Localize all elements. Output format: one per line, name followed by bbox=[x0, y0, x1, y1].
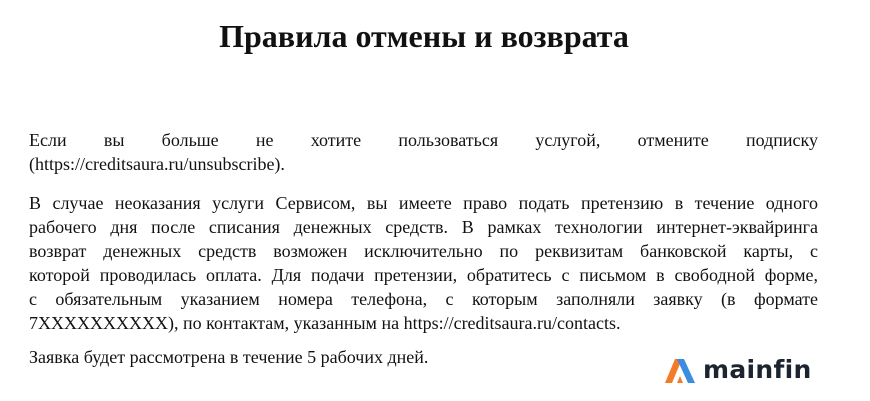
text-line: рабочего дня после списания денежных средств. В рамках технологии интернет-эквайринга bbox=[29, 217, 818, 237]
mainfin-logo bbox=[665, 355, 812, 384]
page-title: Правила отмены и возврата bbox=[219, 18, 629, 54]
text-line: которой проводилась оплата. Для подачи претензии, обратитесь с письмом в свободной форме, bbox=[29, 265, 818, 285]
text-line: Заявка будет рассмотрена в течение 5 рабочих дней. bbox=[29, 347, 429, 367]
text-line: (https://creditsaura.ru/unsubscribe). bbox=[29, 154, 285, 174]
paragraph-claim bbox=[29, 191, 818, 335]
text-line: 7XXXXXXXXXX), по контактам, указанным на https://creditsaura.ru/contacts. bbox=[29, 313, 621, 333]
text-line: с обязательным указанием номера телефона, с которым заполняли заявку (в формате bbox=[29, 289, 818, 309]
text-line: В случае неоказания услуги Сервисом, вы имеете право подать претензию в течение одного bbox=[29, 193, 818, 213]
text-line: Если вы больше не хотите пользоваться услугой, отмените подписку bbox=[29, 130, 818, 150]
mainfin-logo-icon bbox=[665, 357, 699, 383]
text-line: возврат денежных средств возможен исключительно по реквизитам банковской карты, с bbox=[29, 241, 818, 261]
mainfin-logo-text: mainfin bbox=[703, 355, 812, 384]
paragraph-unsubscribe bbox=[29, 128, 818, 176]
